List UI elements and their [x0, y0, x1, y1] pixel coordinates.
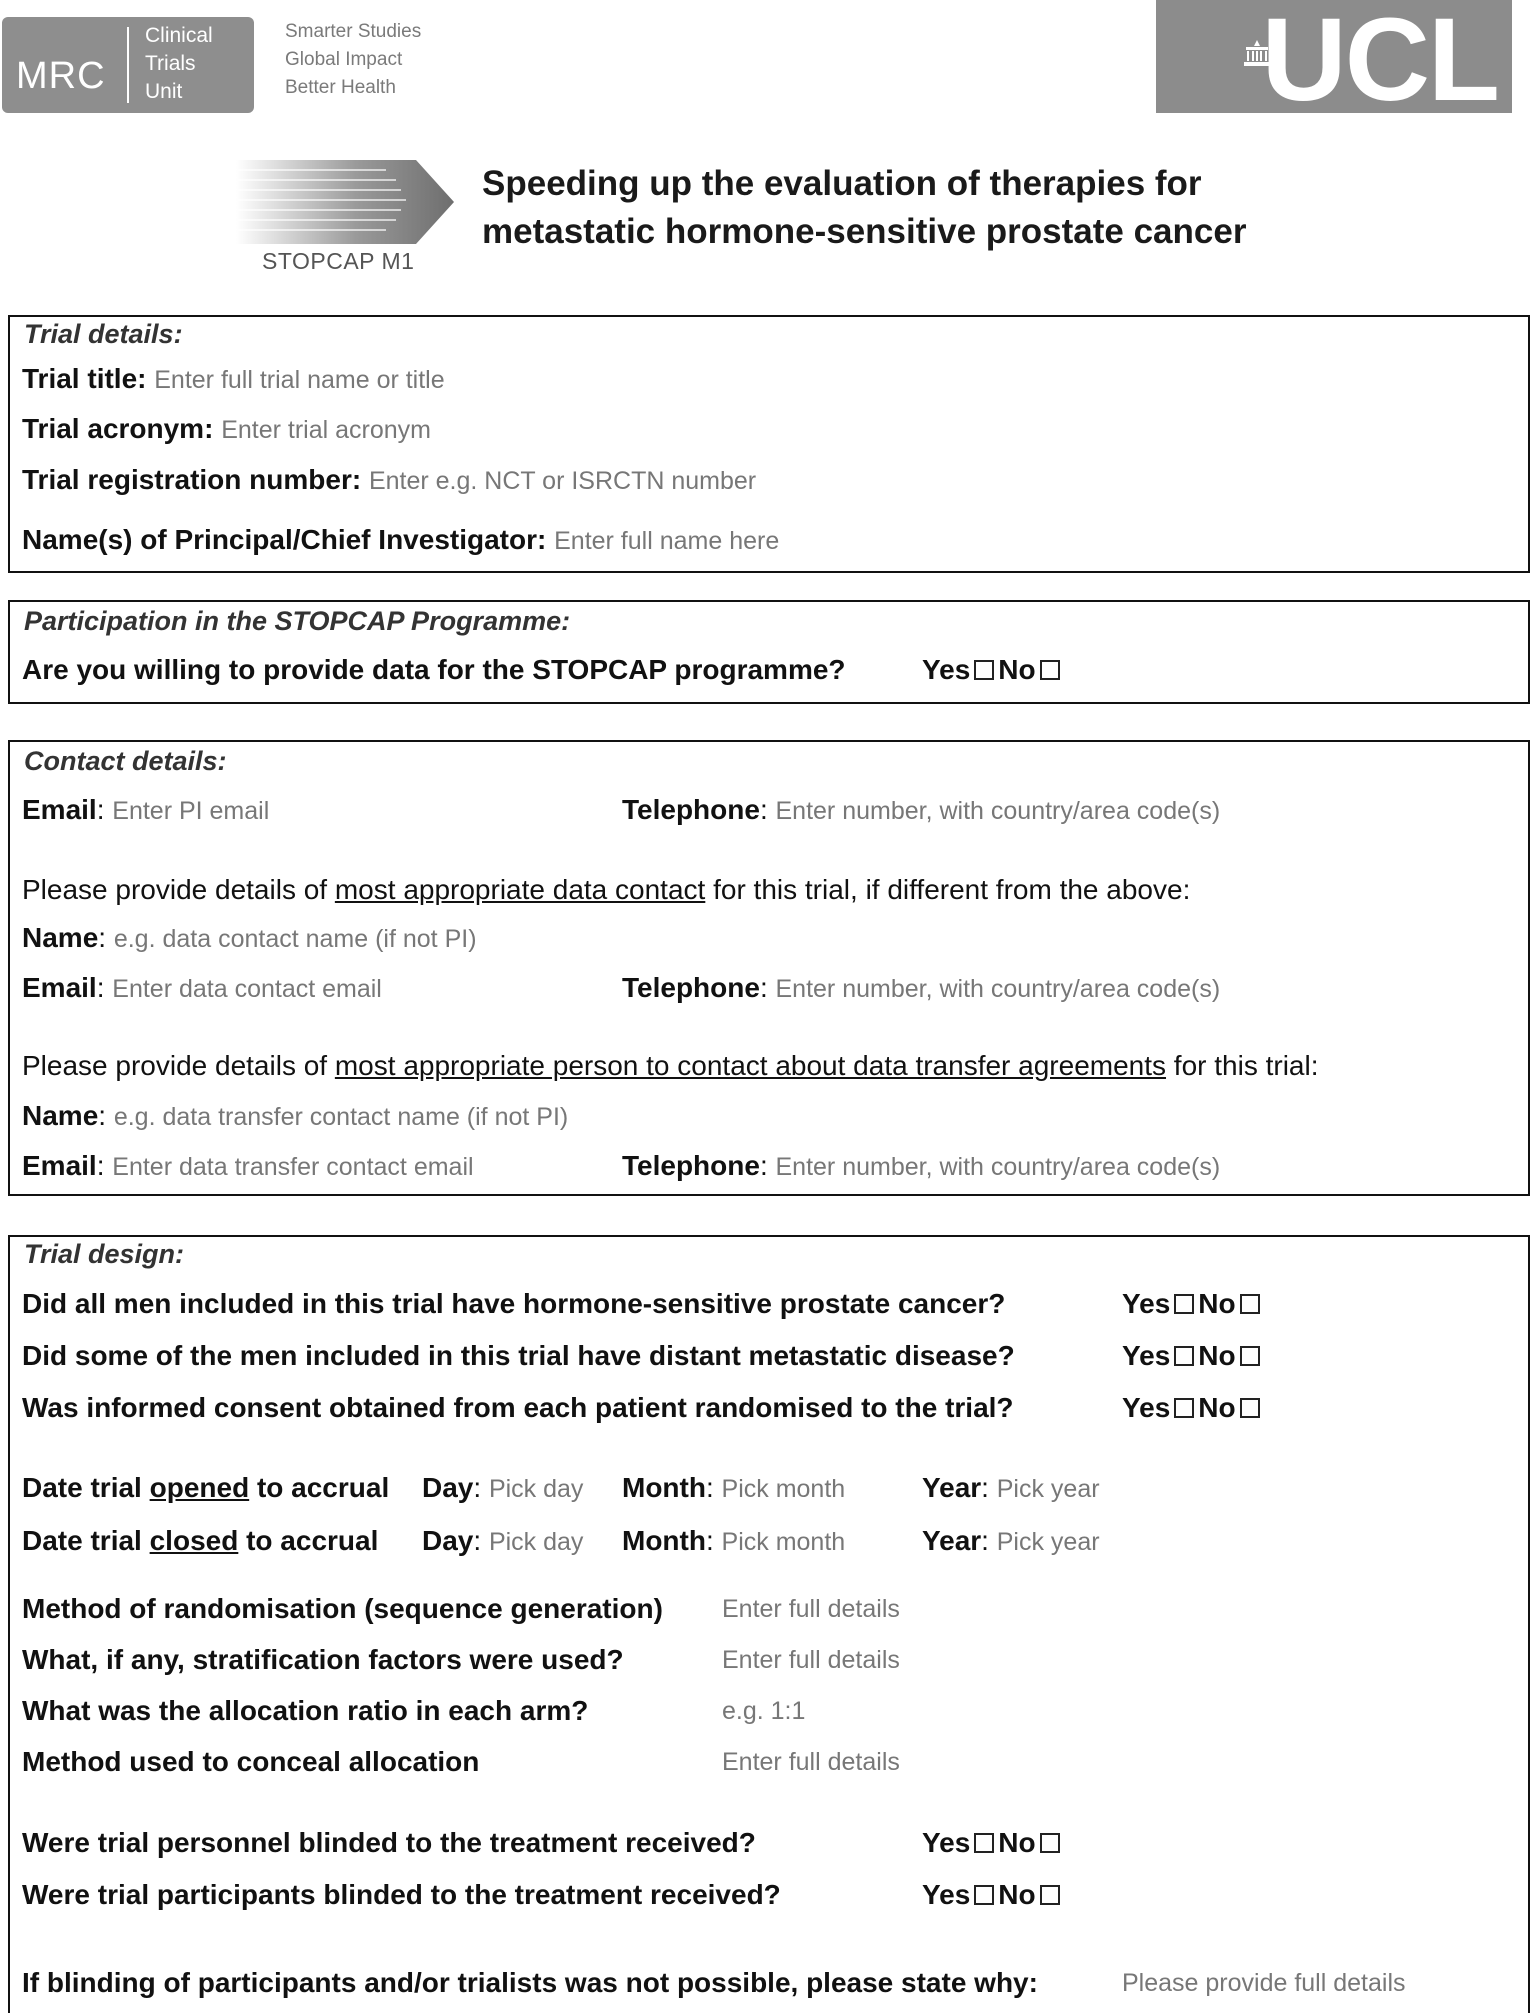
- data-contact-intro: Please provide details of most appropriate data contact for this trial, if different from the above:: [22, 874, 1191, 905]
- personnel-blinded-yes-checkbox[interactable]: [974, 1833, 994, 1853]
- opened-day-row: Day: Pick day: [422, 1472, 584, 1503]
- personnel-blinded-yes-no: Yes No: [922, 1827, 1064, 1859]
- consent-no-checkbox[interactable]: [1240, 1398, 1260, 1418]
- data-contact-name-row: Name: e.g. data contact name (if not PI): [22, 922, 477, 953]
- trial-details-heading: Trial details:: [24, 319, 183, 349]
- closed-day-row: Day: Pick day: [422, 1525, 584, 1556]
- participants-blinded-yes-checkbox[interactable]: [974, 1885, 994, 1905]
- ucl-logo: [1156, 0, 1512, 126]
- closed-year-row: Year: Pick year: [922, 1525, 1100, 1556]
- participants-blinded-yes-no: Yes No: [922, 1879, 1064, 1911]
- participation-yes-no: Yes No: [922, 654, 1064, 686]
- data-contact-email-row: Email: Enter data contact email: [22, 972, 382, 1003]
- hormone-sensitive-question: Did all men included in this trial have hormone-sensitive prostate cancer?: [22, 1288, 1006, 1319]
- randomisation-label: Method of randomisation (sequence generation): [22, 1593, 663, 1624]
- trial-design-heading: Trial design:: [24, 1239, 185, 1269]
- date-opened-label: Date trial opened to accrual: [22, 1472, 390, 1503]
- metastatic-yes-checkbox[interactable]: [1174, 1346, 1194, 1366]
- data-contact-telephone-field[interactable]: Enter number, with country/area code(s): [775, 975, 1221, 1003]
- transfer-contact-telephone-field[interactable]: Enter number, with country/area code(s): [775, 1153, 1221, 1181]
- personnel-blinded-question: Were trial personnel blinded to the treatment received?: [22, 1827, 756, 1858]
- blinding-reason-label: If blinding of participants and/or trialists was not possible, please state why:: [22, 1967, 1038, 1998]
- data-contact-email-field[interactable]: Enter data contact email: [112, 975, 382, 1003]
- pi-email-field[interactable]: Enter PI email: [112, 797, 270, 825]
- consent-yes-checkbox[interactable]: [1174, 1398, 1194, 1418]
- participants-blinded-no-checkbox[interactable]: [1040, 1885, 1060, 1905]
- ucl-logo-text: UCL: [1261, 0, 1498, 126]
- conceal-allocation-field[interactable]: Enter full details: [722, 1748, 900, 1776]
- trial-registration-row: Trial registration number: Enter e.g. NCT or ISRCTN number: [22, 464, 757, 495]
- participation-yes-checkbox[interactable]: [974, 660, 994, 680]
- transfer-contact-name-field[interactable]: e.g. data transfer contact name (if not PI): [113, 1103, 569, 1131]
- stratification-label: What, if any, stratification factors were used?: [22, 1644, 624, 1675]
- metastatic-yes-no: Yes No: [1122, 1340, 1264, 1372]
- personnel-blinded-no-checkbox[interactable]: [1040, 1833, 1060, 1853]
- metastatic-question: Did some of the men included in this trial have distant metastatic disease?: [22, 1340, 1015, 1371]
- transfer-contact-email-field[interactable]: Enter data transfer contact email: [112, 1153, 474, 1181]
- participation-heading: Participation in the STOPCAP Programme:: [24, 606, 571, 636]
- trial-design-section: [8, 1235, 1530, 2013]
- closed-month-row: Month: Pick month: [622, 1525, 846, 1556]
- allocation-ratio-field[interactable]: e.g. 1:1: [722, 1697, 806, 1725]
- participation-question: Are you willing to provide data for the STOPCAP programme?: [22, 654, 846, 685]
- closed-day-picker[interactable]: Pick day: [488, 1528, 584, 1556]
- pi-telephone-row: Telephone: Enter number, with country/area code(s): [622, 794, 1221, 825]
- logo-divider: [127, 27, 129, 103]
- participants-blinded-question: Were trial participants blinded to the treatment received?: [22, 1879, 781, 1910]
- trial-title-row: Trial title: Enter full trial name or title: [22, 363, 445, 394]
- participation-no-checkbox[interactable]: [1040, 660, 1060, 680]
- data-contact-telephone-row: Telephone: Enter number, with country/area code(s): [622, 972, 1221, 1003]
- stratification-field[interactable]: Enter full details: [722, 1646, 900, 1674]
- date-closed-label: Date trial closed to accrual: [22, 1525, 379, 1556]
- allocation-ratio-label: What was the allocation ratio in each arm?: [22, 1695, 589, 1726]
- conceal-allocation-label: Method used to conceal allocation: [22, 1746, 480, 1777]
- contact-details-section: [8, 740, 1530, 1196]
- hormone-sensitive-yes-checkbox[interactable]: [1174, 1294, 1194, 1314]
- participation-section: [8, 600, 1530, 704]
- trial-title-field[interactable]: Enter full trial name or title: [154, 366, 445, 394]
- consent-yes-no: Yes No: [1122, 1392, 1264, 1424]
- metastatic-no-checkbox[interactable]: [1240, 1346, 1260, 1366]
- transfer-contact-intro: Please provide details of most appropriate person to contact about data transfer agreements for this trial:: [22, 1050, 1319, 1081]
- hormone-sensitive-yes-no: Yes No: [1122, 1288, 1264, 1320]
- investigator-row: Name(s) of Principal/Chief Investigator: Enter full name here: [22, 524, 780, 555]
- mrc-logo-text: MRC: [16, 55, 106, 97]
- ctu-logo-text: Clinical Trials Unit: [145, 24, 213, 103]
- opened-year-picker[interactable]: Pick year: [996, 1475, 1100, 1503]
- stopcap-arrow-logo: [236, 158, 456, 246]
- mrc-ctu-logo: [2, 17, 254, 113]
- trial-registration-field[interactable]: Enter e.g. NCT or ISRCTN number: [368, 467, 757, 495]
- consent-question: Was informed consent obtained from each patient randomised to the trial?: [22, 1392, 1014, 1423]
- transfer-contact-name-row: Name: e.g. data transfer contact name (if not PI): [22, 1100, 569, 1131]
- trial-acronym-field[interactable]: Enter trial acronym: [221, 416, 431, 444]
- investigator-field[interactable]: Enter full name here: [554, 527, 780, 555]
- opened-month-picker[interactable]: Pick month: [721, 1475, 846, 1503]
- trial-acronym-row: Trial acronym: Enter trial acronym: [22, 413, 431, 444]
- document-title: Speeding up the evaluation of therapies for metastatic hormone-sensitive prostate cancer: [482, 164, 1247, 251]
- hormone-sensitive-no-checkbox[interactable]: [1240, 1294, 1260, 1314]
- blinding-reason-field[interactable]: Please provide full details: [1122, 1969, 1406, 1997]
- opened-month-row: Month: Pick month: [622, 1472, 846, 1503]
- closed-month-picker[interactable]: Pick month: [721, 1528, 846, 1556]
- transfer-contact-telephone-row: Telephone: Enter number, with country/area code(s): [622, 1150, 1221, 1181]
- transfer-contact-email-row: Email: Enter data transfer contact email: [22, 1150, 474, 1181]
- contact-details-heading: Contact details:: [24, 746, 227, 776]
- stopcap-label: STOPCAP M1: [262, 248, 415, 274]
- mrc-tagline: Smarter Studies Global Impact Better Health: [285, 21, 422, 98]
- opened-year-row: Year: Pick year: [922, 1472, 1100, 1503]
- data-contact-name-field[interactable]: e.g. data contact name (if not PI): [113, 925, 477, 953]
- trial-details-section: [8, 315, 1530, 573]
- opened-day-picker[interactable]: Pick day: [488, 1475, 584, 1503]
- closed-year-picker[interactable]: Pick year: [996, 1528, 1100, 1556]
- randomisation-field[interactable]: Enter full details: [722, 1595, 900, 1623]
- pi-telephone-field[interactable]: Enter number, with country/area code(s): [775, 797, 1221, 825]
- pi-email-row: Email: Enter PI email: [22, 794, 270, 825]
